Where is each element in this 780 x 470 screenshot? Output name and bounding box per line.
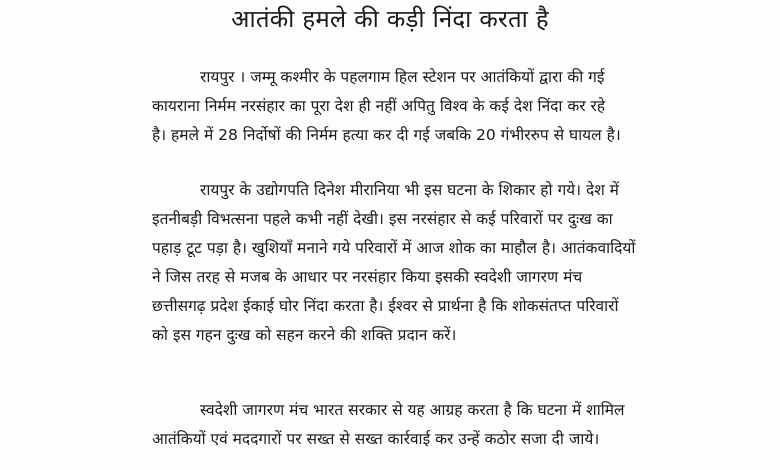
paragraph-line: है। हमले में 28 निर्दोषों की निर्मम हत्या कर दी गई जबकि 20 गंभीररुप से घायल है। <box>152 126 621 144</box>
paragraph-3 <box>152 396 692 454</box>
paragraph-line: पहाड़ टूट पड़ा है। खुशियाँ मनाने गये परिवारों में आज शोक का माहौल है। आतंकवादियों <box>152 239 636 257</box>
paragraph-line: आतंकियों एवं मददगारों पर सख्त से सख्त कार्रवाई कर उन्हें कठोर सजा दी जाये। <box>152 430 600 448</box>
paragraph-line: रायपुर । जम्मू कश्मीर के पहलगाम हिल स्टेशन पर आतंकियों द्वारा की गई <box>200 68 605 86</box>
paragraph-1 <box>152 63 692 150</box>
paragraph-line: कायराना निर्मम नरसंहार का पूरा देश ही नहीं अपितु विश्व के कई देश निंदा कर रहे <box>152 97 606 115</box>
paragraph-line: छत्तीसगढ़ प्रदेश ईकाई घोर निंदा करता है। ईश्वर से प्रार्थना है कि शोकसंतप्त परिवारों <box>152 297 619 315</box>
paragraph-line: रायपुर के उद्योगपति दिनेश मीरानिया भी इस घटना के शिकार हो गये। देश में <box>200 181 619 199</box>
paragraph-2 <box>152 176 692 350</box>
paragraph-line: इतनीबड़ी विभत्सना पहले कभी नहीं देखी। इस नरसंहार से कई परिवारों पर दुःख का <box>152 210 613 228</box>
paragraph-line: ने जिस तरह से मजब के आधार पर नरसंहार किया इसकी स्वदेशी जागरण मंच <box>152 268 583 286</box>
paragraph-line: को इस गहन दुःख को सहन करने की शक्ति प्रदान करें। <box>152 326 457 344</box>
document-title: आतंकी हमले की कड़ी निंदा करता है <box>231 5 549 33</box>
paragraph-line: स्वदेशी जागरण मंच भारत सरकार से यह आग्रह करता है कि घटना में शामिल <box>200 401 625 419</box>
